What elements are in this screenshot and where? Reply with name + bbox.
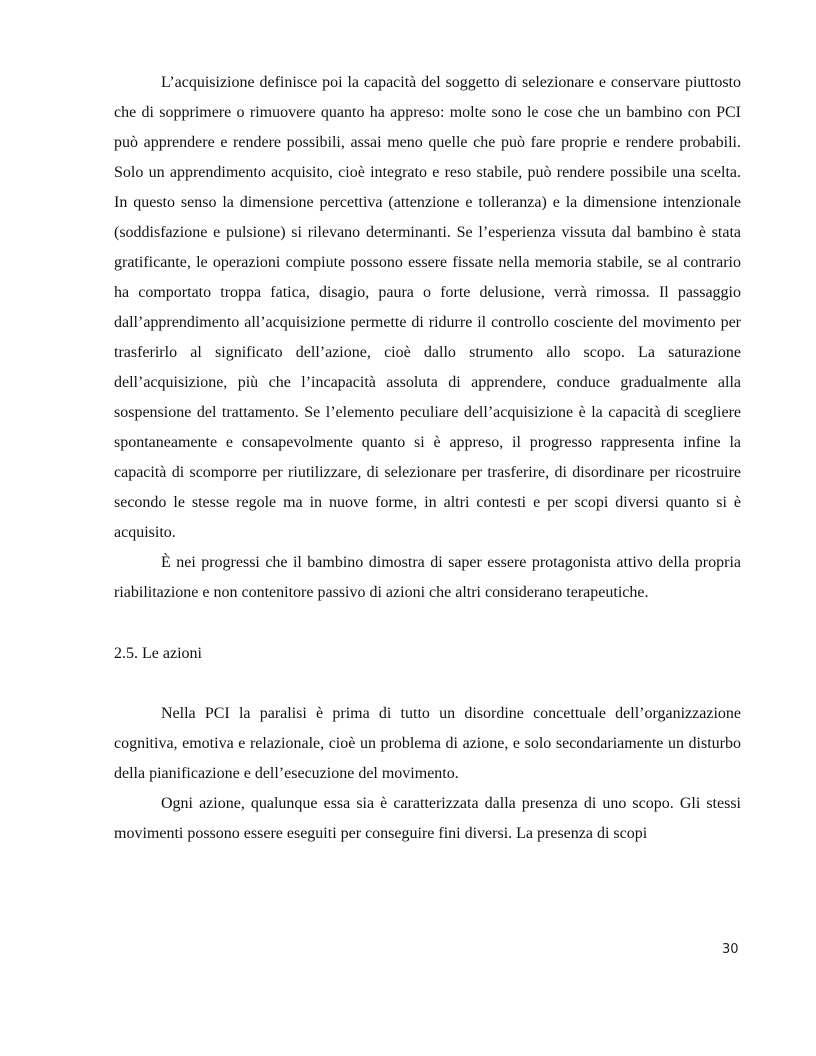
paragraph-acquisizione: L’acquisizione definisce poi la capacità del soggetto di selezionare e conservare piuttosto che di sopprimere o rimuovere quanto ha appreso: molte sono le cose che un bambino con PCI può apprendere e rendere possibili, assai meno quelle che può fare proprie e rendere probabili. Solo un apprendimento acquisito, cioè integrato e reso stabile, può rendere possibile una scelta. In questo senso la dimensione percettiva (attenzione e tolleranza) e la dimensione intenzionale (soddisfazione e pulsione) si rilevano determinanti. Se l’esperienza vissuta dal bambino è stata gratificante, le operazioni compiute possono essere fissate nella memoria stabile, se al contrario ha comportato troppa fatica, disagio, paura o forte delusione, verrà rimossa. Il passaggio dall’apprendimento all’acquisizione permette di ridurre il controllo cosciente del movimento per trasferirlo al significato dell’azione, cioè dallo strumento allo scopo. La saturazione dell’acquisizione, più che l’incapacità assoluta di apprendere, conduce gradualmente alla sospensione del trattamento. Se l’elemento peculiare dell’acquisizione è la capacità di scegliere spontaneamente e consapevolmente quanto si è appreso, il progresso rappresenta infine la capacità di scomporre per riutilizzare, di selezionare per trasferire, di disordinare per ricostruire secondo le stesse regole ma in nuove forme, in altri contesti e per scopi diversi quanto si è acquisito. [114,74,741,541]
section-heading: 2.5. Le azioni [114,645,202,662]
paragraph-pci-paralisi: Nella PCI la paralisi è prima di tutto un disordine concettuale dell’organizzazione cognitiva, emotiva e relazionale, cioè un problema di azione, e solo secondariamente un disturbo della pianificazione e dell’esecuzione del movimento. [114,705,741,782]
paragraph-ogni-azione: Ogni azione, qualunque essa sia è caratterizzata dalla presenza di uno scopo. Gli stessi movimenti possono essere eseguiti per conseguire fini diversi. La presenza di scopi [114,795,741,842]
paragraph-progressi: È nei progressi che il bambino dimostra di saper essere protagonista attivo della propria riabilitazione e non contenitore passivo di azioni che altri considerano terapeutiche. [114,554,741,601]
page-number: 30 [722,942,739,957]
document-page [114,68,741,849]
heading-spacer [114,669,741,699]
